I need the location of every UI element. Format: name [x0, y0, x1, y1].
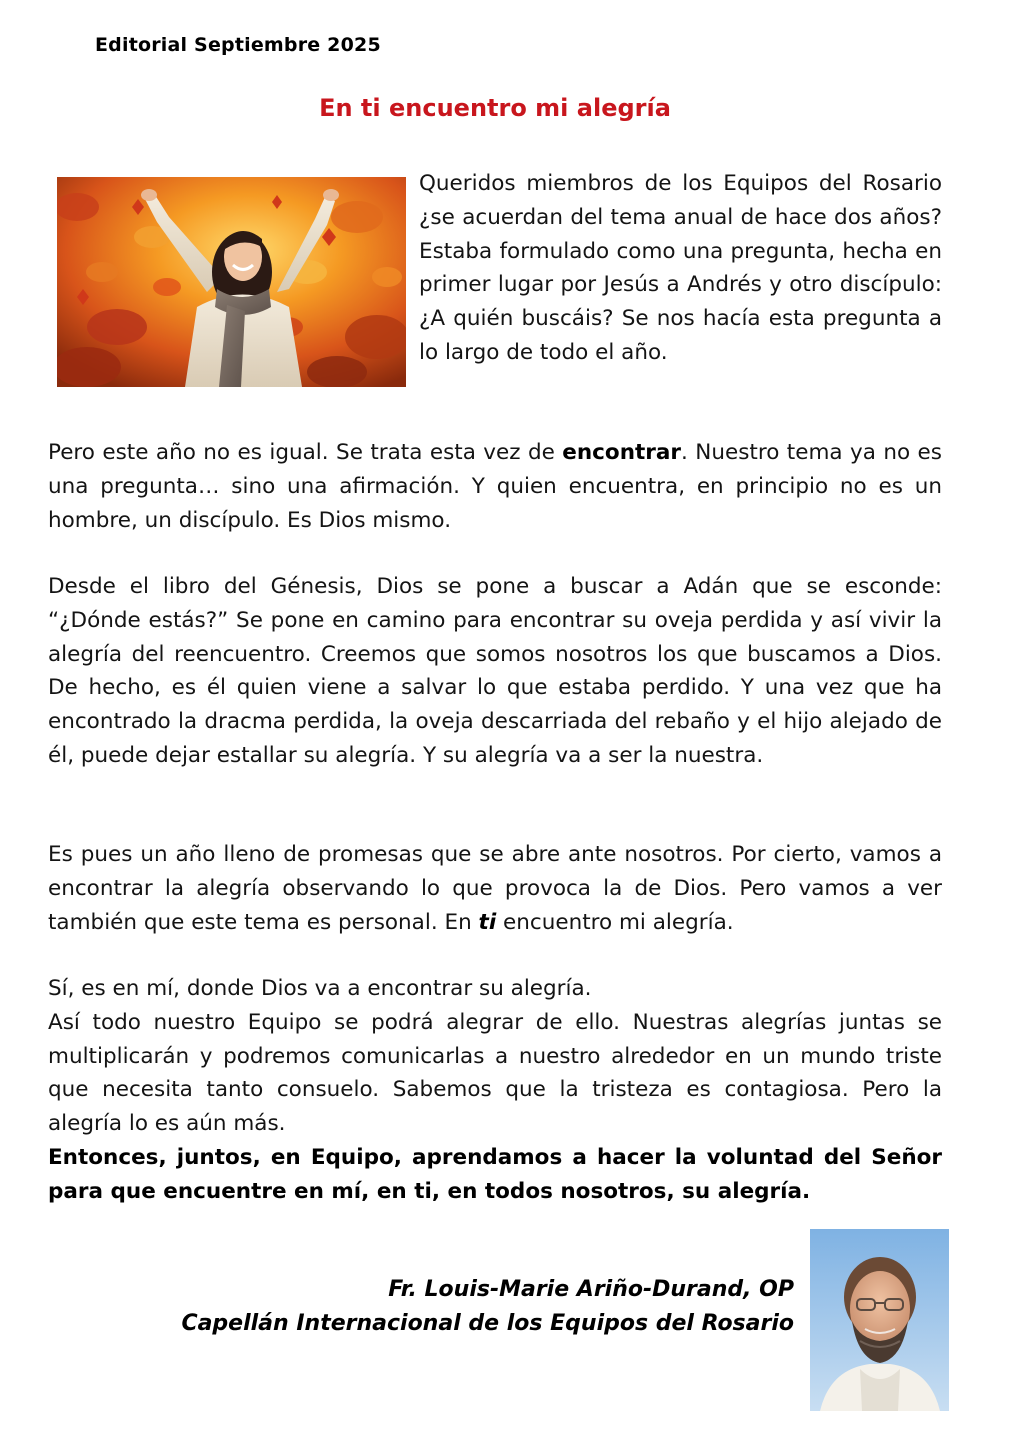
ti-emphasis: ti	[478, 909, 497, 935]
editorial-label: Editorial Septiembre 2025	[95, 34, 381, 56]
hero-photo	[57, 177, 406, 387]
closing-statement: Entonces, juntos, en Equipo, aprendamos a hacer la voluntad del Señor para que encuentre en mí, en ti, en todos nosotros, su alegría.	[48, 1144, 942, 1204]
intro-paragraph: Queridos miembros de los Equipos del Rosario ¿se acuerdan del tema anual de hace dos años? Estaba formulado como una pregunta, hecha en primer lugar por Jesús a Andrés y otro discípulo: ¿A quién buscáis? Se nos hacía esta pregunta a lo largo de todo el año.	[419, 171, 942, 365]
paragraph-genesis: Desde el libro del Génesis, Dios se pone a buscar a Adán que se esconde: “¿Dónde estás?” Se pone en camino para encontrar su oveja perdida y así vivir la alegría del reencuentro. Creemos que somos nosotros los que buscamos a Dios. De hecho, es él quien viene a salvar lo que estaba perdido. Y una vez que ha encontrado la dracma perdida, la oveja descarriada del rebaño y el hijo alejado de él, puede dejar estallar su alegría. Y su alegría va a ser la nuestra.	[48, 574, 942, 768]
signature-block	[181, 1273, 794, 1341]
author-photo	[810, 1229, 949, 1411]
signature-name: Fr. Louis-Marie Ariño-Durand, OP	[388, 1277, 794, 1302]
paragraph-encontrar-text-1: Pero este año no es igual. Se trata esta vez de	[48, 440, 563, 465]
page-title: En ti encuentro mi alegría	[319, 94, 671, 122]
paragraph-promesas	[48, 838, 942, 939]
paragraph-encontrar	[48, 436, 942, 537]
conclusion-body: Así todo nuestro Equipo se podrá alegrar de ello. Nuestras alegrías juntas se multiplicarán y podremos comunicarlas a nuestro alrededor en un mundo triste que necesita tanto consuelo. Sabemos que la tristeza es contagiosa. Pero la alegría lo es aún más.	[48, 1009, 942, 1137]
encontrar-emphasis: encontrar	[562, 440, 681, 465]
paragraph-conclusion	[48, 972, 942, 1209]
paragraph-promesas-text-1: Es pues un año lleno de promesas que se abre ante nosotros. Por cierto, vamos a encontrar la alegría observando lo que provoca la de Dios. Pero vamos a ver también que este tema es personal. En	[48, 842, 942, 935]
paragraph-promesas-text-2: encuentro mi alegría.	[496, 909, 734, 935]
conclusion-first-line: Sí, es en mí, donde Dios va a encontrar su alegría.	[48, 976, 592, 1001]
paragraph-encontrar-text-2: . Nuestro tema ya no es una pregunta… sino una afirmación. Y quien encuentra, en principio no es un hombre, un discípulo. Es Dios mismo.	[48, 440, 942, 533]
signature-role: Capellán Internacional de los Equipos del Rosario	[181, 1311, 794, 1336]
